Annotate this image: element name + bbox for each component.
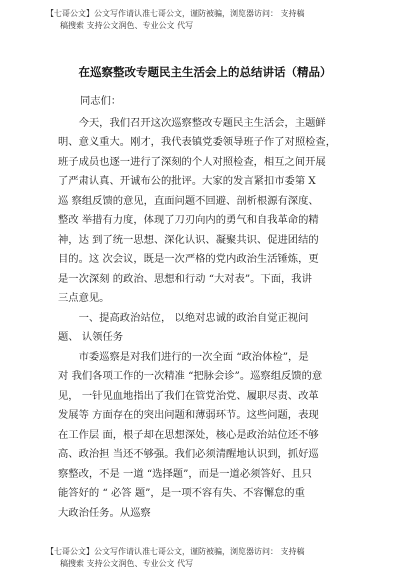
body-line: 神，达 到了统一思想、深化认识、凝聚共识、促进团结的 [58,233,319,246]
body-line: 高、政治担 当还不够强。我们必须清醒地认识到，抓好巡 [58,448,319,460]
header-line-2: 稿搜索 支持公文润色、专业公文 代写 [60,21,194,30]
body-line: 大政治任务。从巡察 [58,506,151,519]
document-body [58,92,358,523]
body-line: 三点意见。 [58,292,110,304]
body-line: 能答好的 “ 必答 题”，是一项不容有失、不容懈怠的重 [58,487,305,499]
body-line: 是一次深刻 的政治、思想和行动 “大对表”。下面，我讲 [58,272,312,285]
section-heading: 一、提高政治站位， 以绝对忠诚的政治自觉正视问 [58,311,309,324]
header-line-1: 【七哥公文】公文写作请认准七哥公文，谨防被骗，浏览器访问： 支持稿 [46,9,305,18]
body-line: 班子成员也逐一进行了深刻的个人对照检查，相互之间开展 [58,155,326,168]
footer-line-2: 稿搜索 支持公文润色、专业公文 代写 [60,559,194,568]
section-heading: 题、 认领任务 [58,331,124,343]
body-line: 今天，我们召开这次巡察整改专题民主生活会，主题鲜 [58,116,326,129]
body-line: 明、意义重大。刚才，我代表镇党委领导班子作了对照检查， [58,136,337,148]
page-header [46,8,386,32]
body-line: 巡 察组反馈的意见，直面问题不回避、剖析根源有深度、 [58,194,319,207]
page-footer [46,546,386,570]
salutation: 同志们： [80,95,122,107]
body-line: 对 我们各项工作的一次精准 “把脉会诊”。巡察组反馈的意 [58,370,323,382]
document-title: 在巡察整改专题民主生活会上的总结讲话（精品） [78,65,332,79]
body-line: 了严肃认真、开诚布公的批评。大家的发言紧扣市委第 X [58,175,316,187]
body-line: 察整改，不是 一道 “选择题”，而是一道必须答好、且只 [58,467,312,480]
body-line: 在工作层 面，根子却在思想深处，核心是政治站位还不够 [58,428,319,441]
body-line: 市委巡察是对我们进行的一次全面 “政治体检”，是 [58,350,309,363]
body-line: 目的。这 次会议，既是一次严格的党内政治生活锤炼，更 [58,253,319,265]
body-line: 整改 举措有力度，体现了刀刃向内的勇气和自我革命的精 [58,214,319,226]
footer-line-1: 【七哥公文】公文写作请认准七哥公文，谨防被骗，浏览器访问： 支持稿 [46,547,305,556]
body-line: 见， 一针见血地指出了我们在管党治党、履职尽责、改革 [58,389,319,402]
body-line: 发展等 方面存在的突出问题和薄弱环节。这些问题，表现 [58,409,319,421]
